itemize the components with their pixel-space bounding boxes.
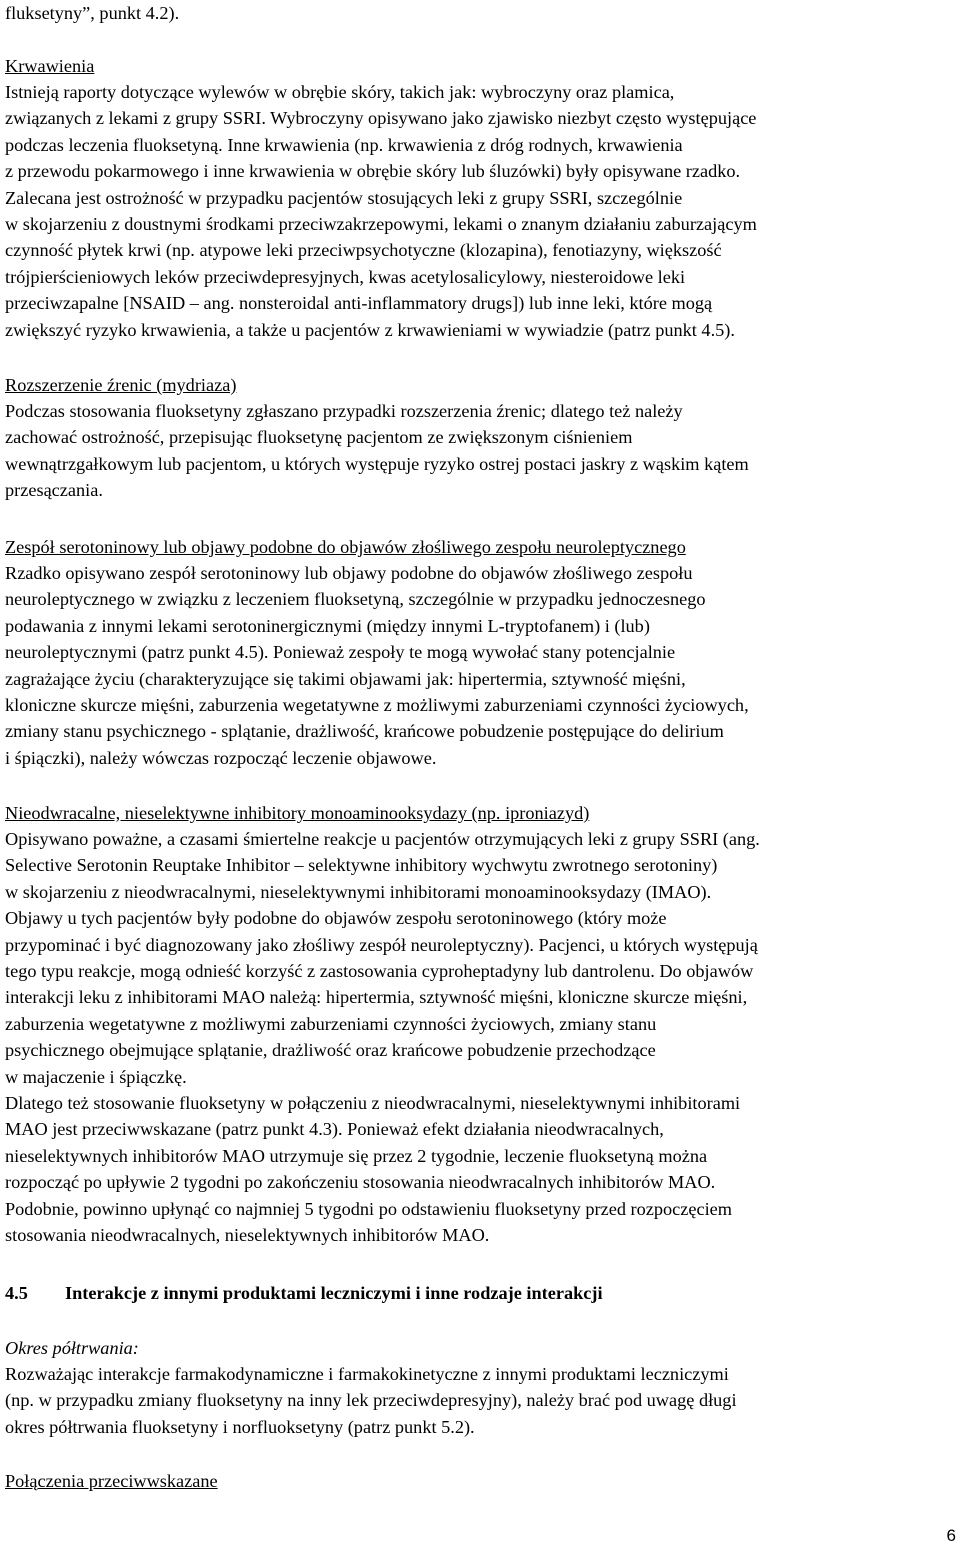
- text-line: stosowania nieodwracalnych, nieselektywnych inhibitorów MAO.: [5, 1225, 490, 1246]
- text-line: przypominać i być diagnozowany jako złośliwy zespół neuroleptyczny). Pacjenci, u których występują: [5, 934, 758, 955]
- mydriasis-heading: Rozszerzenie źrenic (mydriaza): [5, 375, 237, 395]
- contraindicated-heading: Połączenia przeciwwskazane: [5, 1471, 218, 1491]
- maoi-heading: Nieodwracalne, nieselektywne inhibitory monoaminooksydazy (np. iproniazyd): [5, 803, 590, 823]
- text-line: przeciwzapalne [NSAID – ang. nonsteroidal anti-inflammatory drugs]) lub inne leki, które mogą: [5, 293, 713, 314]
- text-line: neuroleptycznego w związku z leczeniem fluoksetyną, szczególnie w przypadku jednoczesnego: [5, 589, 706, 610]
- text-line: interakcji leku z inhibitorami MAO należą: hipertermia, sztywność mięśni, kloniczne skurcze mięśni,: [5, 987, 748, 1008]
- text-line: Objawy u tych pacjentów były podobne do objawów zespołu serotoninowego (który może: [5, 908, 667, 929]
- bleeding-paragraph: [5, 79, 757, 343]
- half-life-paragraph: [5, 1361, 737, 1440]
- text-line: psychicznego obejmujące splątanie, drażliwość oraz krańcowe pobudzenie przechodzące: [5, 1040, 656, 1061]
- text-line: Opisywano poważne, a czasami śmiertelne reakcje u pacjentów otrzymujących leki z grupy SSRI (ang.: [5, 829, 760, 849]
- text-line: zaburzenia wegetatywne z możliwymi zaburzeniami czynności życiowych, zmiany stanu: [5, 1013, 657, 1034]
- text-line: Zalecana jest ostrożność w przypadku pacjentów stosujących leki z grupy SSRI, szczególnie: [5, 187, 683, 208]
- section-title: Interakcje z innymi produktami leczniczymi i inne rodzaje interakcji: [65, 1283, 603, 1303]
- text-line: podczas leczenia fluoksetyną. Inne krwawienia (np. krwawienia z dróg rodnych, krwawienia: [5, 134, 683, 155]
- text-line: w skojarzeniu z nieodwracalnymi, nieselektywnymi inhibitorami monoaminooksydazy (IMAO).: [5, 881, 712, 902]
- text-line: Istnieją raporty dotyczące wylewów w obrębie skóry, takich jak: wybroczyny oraz plamica,: [5, 82, 675, 102]
- text-line: Rozważając interakcje farmakodynamiczne i farmakokinetyczne z innymi produktami leczniczymi: [5, 1364, 729, 1384]
- text-line: fluksetyny”, punkt 4.2).: [5, 3, 180, 23]
- intro-paragraph: [5, 0, 179, 26]
- text-line: z przewodu pokarmowego i inne krwawienia w obrębie skóry lub śluzówki) były opisywane rzadko.: [5, 161, 741, 182]
- text-line: przesączania.: [5, 480, 103, 501]
- text-line: Selective Serotonin Reuptake Inhibitor – selektywne inhibitory wychwytu zwrotnego serotoniny): [5, 855, 718, 876]
- text-line: okres półtrwania fluoksetyny i norfluoksetyny (patrz punkt 5.2).: [5, 1416, 475, 1437]
- page-number: 6: [946, 1526, 956, 1545]
- text-line: rozpocząć po upływie 2 tygodni po zakończeniu stosowania nieodwracalnych inhibitorów MAO.: [5, 1172, 716, 1193]
- text-line: zachować ostrożność, przepisując fluoksetynę pacjentom ze zwiększonym ciśnieniem: [5, 427, 633, 448]
- text-line: wewnątrzgałkowym lub pacjentom, u których występuje ryzyko ostrej postaci jaskry z wąskim kątem: [5, 453, 749, 474]
- half-life-label: Okres półtrwania:: [5, 1338, 139, 1358]
- text-line: podawania z innymi lekami serotoninergicznymi (między innymi L-tryptofanem) i (lub): [5, 615, 650, 636]
- text-line: Dlatego też stosowanie fluoksetyny w połączeniu z nieodwracalnymi, nieselektywnymi inhibitorami: [5, 1093, 741, 1114]
- text-line: i śpiączki), należy wówczas rozpocząć leczenie objawowe.: [5, 747, 437, 768]
- text-line: Podczas stosowania fluoksetyny zgłaszano przypadki rozszerzenia źrenic; dlatego też należy: [5, 401, 683, 421]
- text-line: w majaczenie i śpiączkę.: [5, 1066, 187, 1087]
- text-line: kloniczne skurcze mięśni, zaburzenia wegetatywne z możliwymi zaburzeniami czynności życiowych,: [5, 695, 749, 716]
- section-4-5-heading: [5, 1280, 603, 1306]
- maoi-paragraph: [5, 826, 760, 1249]
- text-line: (np. w przypadku zmiany fluoksetyny na inny lek przeciwdepresyjny), należy brać pod uwagę długi: [5, 1390, 737, 1411]
- mydriasis-paragraph: [5, 398, 749, 504]
- text-line: związanych z lekami z grupy SSRI. Wybroczyny opisywano jako zjawisko niezbyt często występujące: [5, 108, 757, 129]
- text-line: czynność płytek krwi (np. atypowe leki przeciwpsychotyczne (klozapina), fenotiazyny, większość: [5, 240, 722, 261]
- text-line: tego typu reakcje, mogą odnieść korzyść z zastosowania cyproheptadyny lub dantrolenu. Do objawów: [5, 961, 754, 982]
- serotonin-syndrome-paragraph: [5, 560, 749, 771]
- text-line: zmiany stanu psychicznego - splątanie, drażliwość, krańcowe pobudzenie postępujące do delirium: [5, 721, 724, 742]
- text-line: zagrażające życiu (charakteryzujące się takimi objawami jak: hipertermia, sztywność mięśni,: [5, 668, 686, 689]
- bleeding-heading: Krwawienia: [5, 56, 95, 76]
- text-line: trójpierścieniowych leków przeciwdepresyjnych, kwas acetylosalicylowy, niesteroidowe leki: [5, 266, 686, 287]
- serotonin-syndrome-heading: Zespół serotoninowy lub objawy podobne do objawów złośliwego zespołu neuroleptycznego: [5, 537, 686, 557]
- text-line: nieselektywnych inhibitorów MAO utrzymuje się przez 2 tygodnie, leczenie fluoksetyną można: [5, 1145, 708, 1166]
- text-line: MAO jest przeciwwskazane (patrz punkt 4.3). Ponieważ efekt działania nieodwracalnych,: [5, 1119, 664, 1140]
- text-line: zwiększyć ryzyko krwawienia, a także u pacjentów z krwawieniami w wywiadzie (patrz punkt 4.5).: [5, 319, 735, 340]
- text-line: Rzadko opisywano zespół serotoninowy lub objawy podobne do objawów złośliwego zespołu: [5, 563, 693, 583]
- section-number: 4.5: [5, 1283, 28, 1303]
- text-line: w skojarzeniu z doustnymi środkami przeciwzakrzepowymi, lekami o znanym działaniu zaburzającym: [5, 214, 757, 235]
- text-line: Podobnie, powinno upłynąć co najmniej 5 tygodni po odstawieniu fluoksetyny przed rozpoczęciem: [5, 1198, 733, 1219]
- text-line: neuroleptycznymi (patrz punkt 4.5). Ponieważ zespoły te mogą wywołać stany potencjalnie: [5, 642, 676, 663]
